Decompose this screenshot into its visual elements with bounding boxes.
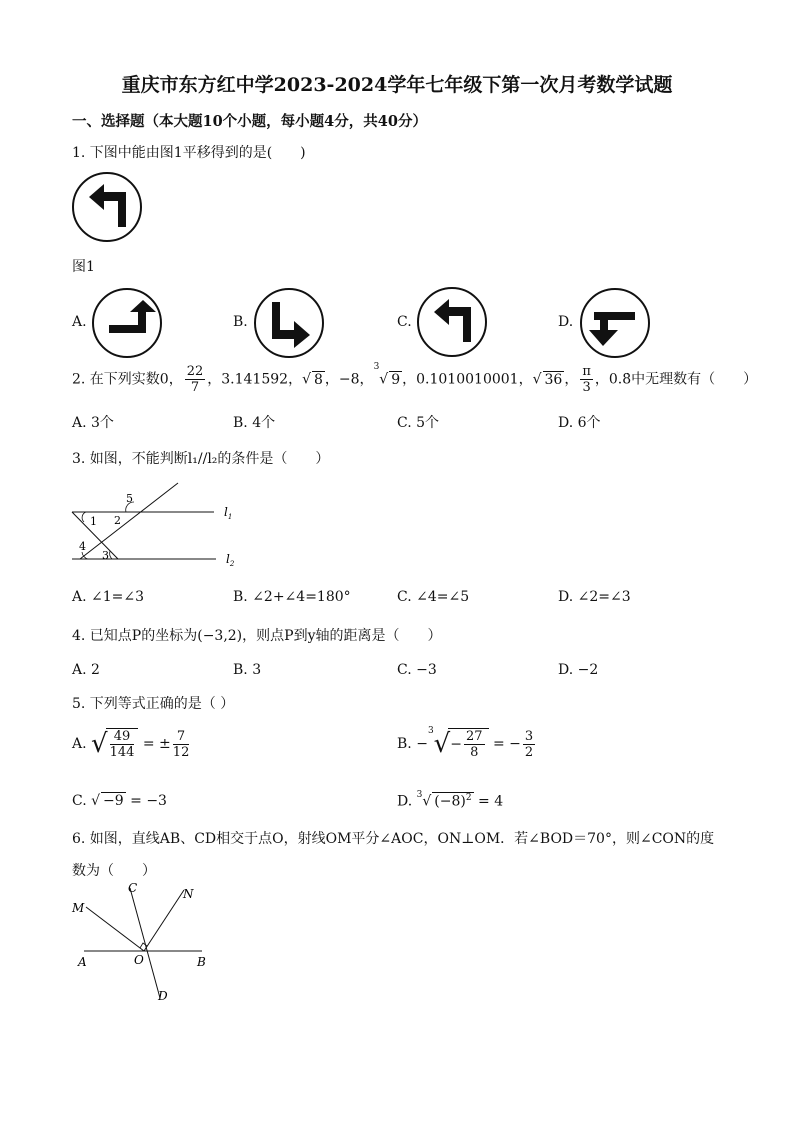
q3-angle-5-label: 5 <box>126 492 133 505</box>
q3-angle-4-label: 4 <box>79 540 86 553</box>
q5-option-d[interactable]: D. $^3$√ $(-8)^2 = 4$ <box>397 790 504 810</box>
q3-option-b[interactable]: B. ∠2+∠4=180° <box>233 589 351 605</box>
q3-line-l1-label: $l_1$ <box>224 505 233 521</box>
question-5-stem: 5. 下列等式正确的是（ ） <box>72 696 235 712</box>
sqrt-symbol: √ <box>302 371 311 388</box>
q4-option-a[interactable]: A. 2 <box>72 662 100 678</box>
question-2-stem: 2. 在下列实数0， $\frac{22}{7}$ ，3.141592，√ 8 ，−8，$^3$√ 9 ，0.1010010001，√ 36 ， $\frac{\pi}{3}$ ，0.8̇中无理数有（ ） <box>72 362 758 395</box>
question-3-stem: 3. 如图，不能判断l₁//l₂的条件是（ ） <box>72 451 330 467</box>
q6-point-n-label: N <box>183 887 194 901</box>
q1-option-a-label: A. <box>72 314 87 330</box>
q6-point-d-label: D <box>158 989 168 1003</box>
question-4-stem: 4. 已知点P的坐标为(−3,2)，则点P到y轴的距离是（ ） <box>72 628 442 644</box>
q1-option-b-arrow-icon[interactable] <box>252 286 328 362</box>
q3-angle-1-label: 1 <box>90 515 97 528</box>
q4-option-c[interactable]: C. −3 <box>397 662 437 678</box>
figure-1-arrow-icon <box>70 170 146 246</box>
q3-angle-3-label: 3 <box>102 549 109 562</box>
q5-option-c[interactable]: C. √ −9 = −3 <box>72 793 167 809</box>
q6-point-o-label: O <box>134 953 144 967</box>
q3-parallel-lines-figure <box>66 478 246 578</box>
question-1-stem: 1. 下图中能由图1平移得到的是( ) <box>72 145 306 161</box>
q1-option-c-arrow-icon[interactable] <box>415 285 491 361</box>
q6-point-b-label: B <box>197 955 206 969</box>
fraction-pi-3: $\frac{\pi}{3}$ <box>582 364 591 395</box>
q1-option-d-label: D. <box>558 314 574 330</box>
question-6-stem-line2: 数为（ ） <box>72 863 156 879</box>
q5-option-a[interactable]: A. √ $\frac{49}{144}$ = ± $\frac{7}{12}$ <box>72 728 190 760</box>
q4-option-b[interactable]: B. 3 <box>233 662 262 678</box>
figure-1-label: 图1 <box>72 259 95 275</box>
question-6-stem-line1: 6. 如图，直线AB、CD相交于点O，射线OM平分∠AOC，ON⊥OM．若∠BOD＝70°，则∠CON的度 <box>72 831 715 847</box>
exam-title: 重庆市东方红中学2023-2024学年七年级下第一次月考数学试题 <box>121 74 673 96</box>
q3-option-d[interactable]: D. ∠2=∠3 <box>558 589 631 605</box>
q1-option-d-arrow-icon[interactable] <box>578 286 654 362</box>
q1-option-b-label: B. <box>233 314 248 330</box>
q6-point-m-label: M <box>72 901 85 915</box>
q2-option-c[interactable]: C. 5个 <box>397 415 440 431</box>
q2-option-a[interactable]: A. 3个 <box>72 415 114 431</box>
q6-intersecting-lines-figure <box>66 880 216 1004</box>
sqrt-symbol: √ <box>91 793 101 809</box>
q5-option-b[interactable]: B. −$^3$√− $\frac{27}{8}$ = − $\frac{3}{2}$ <box>397 726 534 760</box>
cube-root-symbol: √ <box>422 793 432 810</box>
fraction-22-7: $\frac{22}{7}$ <box>186 364 204 395</box>
q1-option-a-arrow-icon[interactable] <box>90 286 166 362</box>
q2-option-b[interactable]: B. 4个 <box>233 415 276 431</box>
section-heading: 一、选择题（本大题10个小题，每小题4分，共40分） <box>72 113 427 130</box>
q3-option-a[interactable]: A. ∠1=∠3 <box>72 589 145 605</box>
q6-point-a-label: A <box>78 955 87 969</box>
q2-option-d[interactable]: D. 6个 <box>558 415 601 431</box>
q4-option-d[interactable]: D. −2 <box>558 662 599 678</box>
q3-line-l2-label: $l_2$ <box>226 552 235 568</box>
q1-option-c-label: C. <box>397 314 412 330</box>
q3-angle-2-label: 2 <box>114 514 121 527</box>
cube-root-symbol: √ <box>433 729 451 759</box>
q6-point-c-label: C <box>128 881 138 895</box>
q3-option-c[interactable]: C. ∠4=∠5 <box>397 589 470 605</box>
sqrt-symbol: √ <box>91 729 108 759</box>
